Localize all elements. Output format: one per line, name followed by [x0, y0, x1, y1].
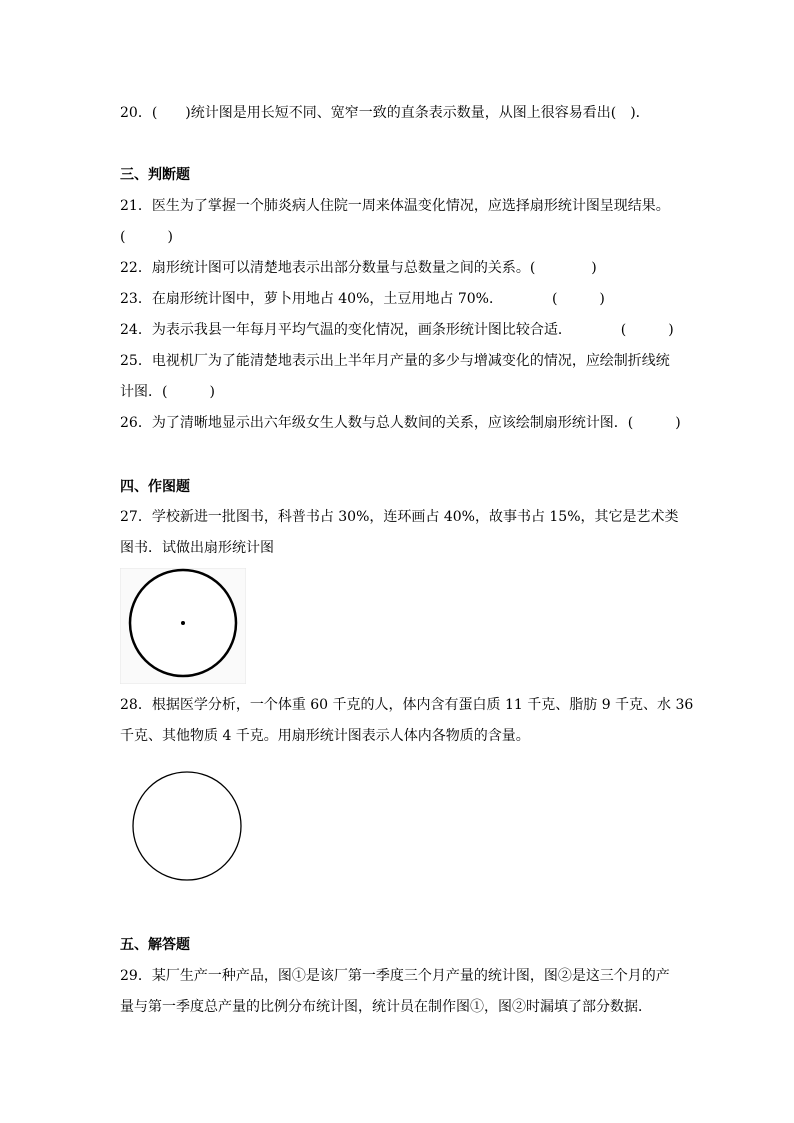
circle-outline [133, 772, 241, 880]
circle-center-dot [181, 621, 185, 625]
section-4-heading: 四、作图题 [120, 479, 190, 495]
question-25-line-2: 计图．( ) [120, 384, 215, 400]
question-29-line-1: 29．某厂生产一种产品，图①是该厂第一季度三个月产量的统计图，图②是这三个月的产 [120, 968, 670, 984]
question-29-line-2: 量与第一季度总产量的比例分布统计图，统计员在制作图①，图②时漏填了部分数据． [120, 999, 652, 1015]
question-25-line-1: 25．电视机厂为了能清楚地表示出上半年月产量的多少与增减变化的情况，应绘制折线统 [120, 353, 670, 369]
question-21-line-2: ( ) [120, 229, 173, 245]
question-22: 22．扇形统计图可以清楚地表示出部分数量与总数量之间的关系。( ) [120, 260, 597, 276]
pie-chart-blank-circle-28[interactable] [128, 766, 248, 886]
pie-chart-blank-circle-27[interactable] [120, 568, 246, 684]
question-23: 23．在扇形统计图中，萝卜用地占 40%，土豆用地占 70%． ( ) [120, 291, 605, 307]
question-28-line-2: 千克、其他物质 4 千克。用扇形统计图表示人体内各物质的含量。 [120, 728, 530, 744]
question-21-line-1: 21．医生为了掌握一个肺炎病人住院一周来体温变化情况，应选择扇形统计图呈现结果。 [120, 198, 670, 214]
question-28-line-1: 28．根据医学分析，一个体重 60 千克的人，体内含有蛋白质 11 千克、脂肪 9 千克、水 36 [120, 697, 694, 713]
question-27-line-2: 图书．试做出扇形统计图 [120, 540, 274, 556]
section-3-heading: 三、判断题 [120, 167, 190, 183]
question-26: 26．为了清晰地显示出六年级女生人数与总人数间的关系，应该绘制扇形统计图．( ) [120, 415, 681, 431]
question-27-line-1: 27．学校新进一批图书，科普书占 30%，连环画占 40%，故事书占 15%，其它是艺术类 [120, 509, 679, 525]
question-24: 24．为表示我县一年每月平均气温的变化情况，画条形统计图比较合适． ( ) [120, 322, 674, 338]
question-20: 20．( )统计图是用长短不同、宽窄一致的直条表示数量，从图上很容易看出( )． [120, 105, 650, 121]
section-5-heading: 五、解答题 [120, 937, 190, 953]
